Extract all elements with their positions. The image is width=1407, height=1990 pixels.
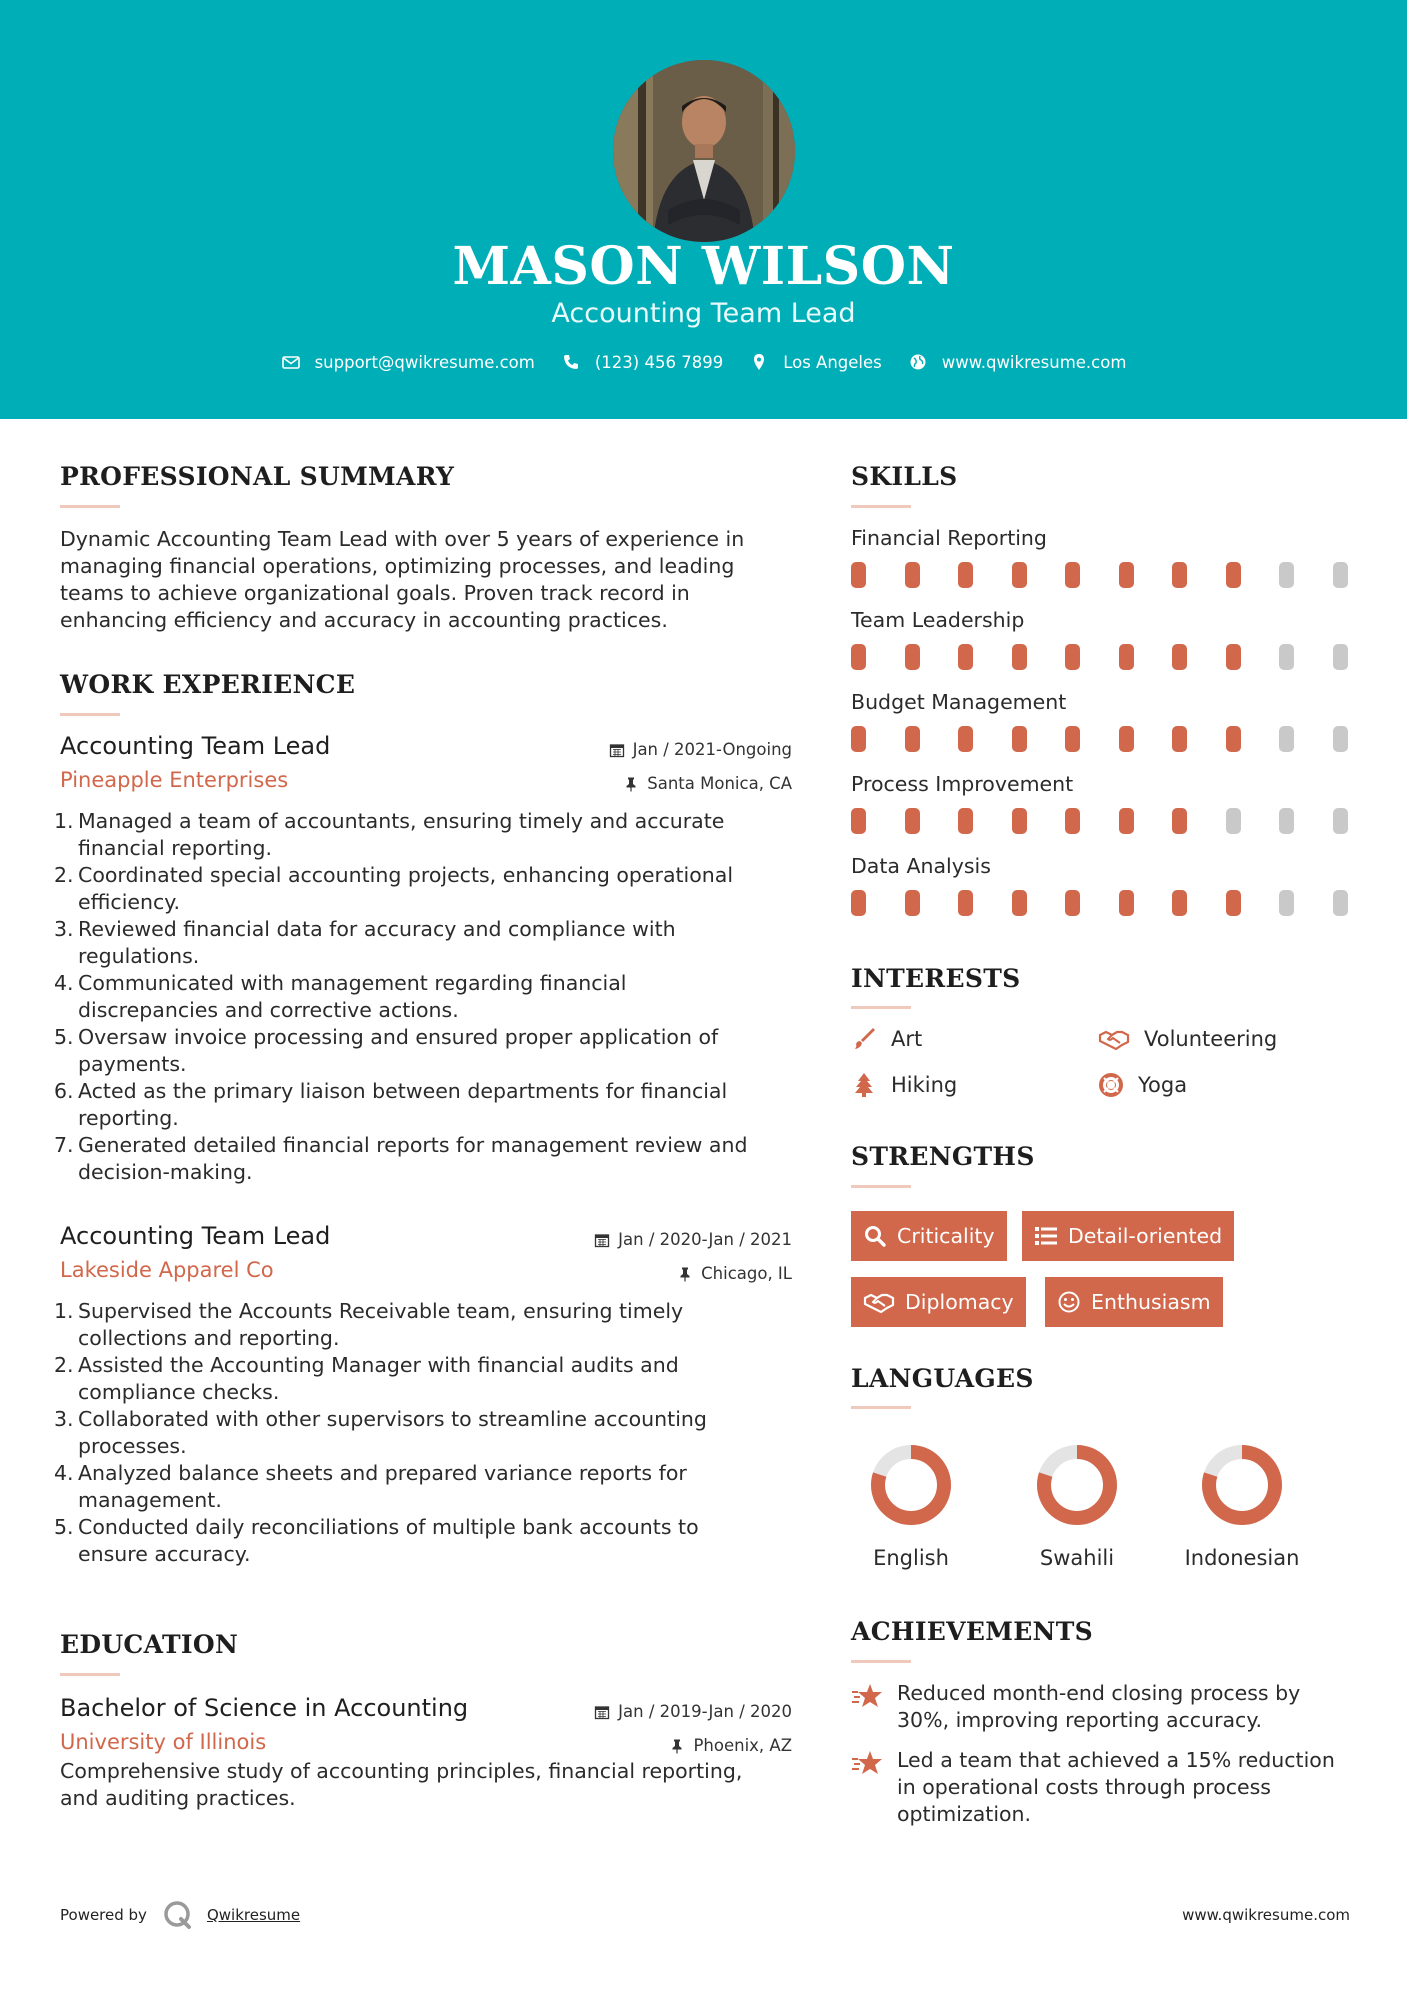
list-number: 4. (54, 1461, 74, 1485)
language-name: Swahili (1039, 1546, 1115, 1570)
lifering-icon (1098, 1072, 1124, 1098)
pushpin-icon (623, 776, 639, 792)
list-line: Communicated with management regarding financial (78, 971, 627, 995)
job-location-text: Chicago, IL (701, 1264, 792, 1283)
list-line: decision-making. (78, 1160, 253, 1184)
list-number: 5. (54, 1515, 74, 1539)
section-underline (60, 713, 120, 716)
job-title: Accounting Team Lead (60, 732, 331, 760)
list-line: Supervised the Accounts Receivable team, ensuring timely (78, 1299, 684, 1323)
list-line: Managed a team of accountants, ensuring timely and accurate (78, 809, 725, 833)
company-name: Lakeside Apparel Co (60, 1258, 274, 1282)
strength-label: Detail-oriented (1068, 1224, 1223, 1248)
skill-name: Data Analysis (851, 854, 991, 878)
education-date-text: Jan / 2019-Jan / 2020 (618, 1702, 792, 1721)
school-name: University of Illinois (60, 1730, 267, 1754)
calendar-icon (609, 742, 625, 758)
avatar-photo (613, 60, 795, 242)
section-underline (851, 505, 911, 508)
section-underline (851, 1006, 911, 1009)
powered-by-text: Powered by (60, 1906, 147, 1924)
list-number: 3. (54, 917, 74, 941)
skill-dot-filled (851, 644, 866, 670)
list-number: 7. (54, 1133, 74, 1157)
list-item (54, 808, 792, 862)
skill-dot-filled (1012, 726, 1027, 752)
education-line: and auditing practices. (60, 1786, 296, 1810)
contact-bar (0, 352, 1407, 372)
list-line: Reviewed financial data for accuracy and compliance with (78, 917, 676, 941)
language-item (831, 1443, 991, 1570)
list-item (54, 1514, 792, 1568)
skill-dot-filled (905, 726, 920, 752)
tree-icon (851, 1072, 877, 1098)
phone-icon (561, 352, 581, 372)
skill-name: Process Improvement (851, 772, 1074, 796)
skill-item (851, 854, 1351, 916)
skill-dot-empty (1333, 808, 1348, 834)
star-icon (851, 1682, 883, 1710)
achievement-text (897, 1747, 1335, 1828)
job-date-text: Jan / 2020-Jan / 2021 (618, 1230, 792, 1249)
skill-dot-filled (1226, 562, 1241, 588)
candidate-title: Accounting Team Lead (551, 298, 856, 329)
achievement-line: Led a team that achieved a 15% reduction (897, 1748, 1335, 1772)
interest-item (851, 1026, 922, 1052)
language-item (1162, 1443, 1322, 1570)
skill-dot-filled (1226, 644, 1241, 670)
education-date (594, 1702, 792, 1721)
skill-dot-filled (1226, 890, 1241, 916)
skill-dot-empty (1226, 808, 1241, 834)
handshake-icon (1098, 1026, 1130, 1052)
education-entry (60, 1694, 792, 1812)
achievement-line: 30%, improving reporting accuracy. (897, 1708, 1263, 1732)
education-description (60, 1758, 792, 1812)
strength-label: Diplomacy (905, 1290, 1014, 1314)
list-item (54, 1406, 792, 1460)
skill-dot-empty (1333, 562, 1348, 588)
skill-dot-filled (851, 726, 866, 752)
job-date (609, 740, 792, 759)
section-heading-strengths: STRENGTHS (851, 1142, 1035, 1171)
section-underline (60, 505, 120, 508)
pushpin-icon (669, 1738, 685, 1754)
skill-rating (851, 808, 1351, 834)
paintbrush-icon (851, 1026, 877, 1052)
strength-tag (1022, 1211, 1234, 1261)
calendar-icon (594, 1232, 610, 1248)
language-ring (1200, 1443, 1284, 1527)
list-number: 2. (54, 1353, 74, 1377)
list-number: 4. (54, 971, 74, 995)
language-item (997, 1443, 1157, 1570)
skill-dot-filled (905, 644, 920, 670)
list-line: compliance checks. (78, 1380, 280, 1404)
skill-dot-filled (1172, 808, 1187, 834)
skill-rating (851, 562, 1351, 588)
globe-icon (908, 352, 928, 372)
interest-label: Hiking (891, 1073, 958, 1097)
interest-label: Art (891, 1027, 923, 1051)
section-underline (851, 1660, 911, 1663)
job-location (677, 1264, 792, 1283)
education-line: Comprehensive study of accounting principles, financial reporting, (60, 1759, 743, 1783)
strength-tag (851, 1277, 1026, 1327)
skill-name: Team Leadership (851, 608, 1025, 632)
skill-dot-filled (905, 808, 920, 834)
skill-rating (851, 726, 1351, 752)
list-item (54, 1298, 792, 1352)
skill-dot-filled (958, 890, 973, 916)
list-item (54, 1024, 792, 1078)
skill-name: Budget Management (851, 690, 1067, 714)
degree-title: Bachelor of Science in Accounting (60, 1694, 469, 1722)
list-item (54, 970, 792, 1024)
map-marker-icon (749, 352, 769, 372)
list-number: 6. (54, 1079, 74, 1103)
qwikresume-logo-icon (161, 1898, 195, 1932)
list-line: Acted as the primary liaison between departments for financial (78, 1079, 728, 1103)
search-icon (863, 1224, 887, 1248)
section-heading-summary: PROFESSIONAL SUMMARY (60, 462, 455, 491)
list-item (54, 862, 792, 916)
skill-dot-filled (1065, 726, 1080, 752)
language-ring (1035, 1443, 1119, 1527)
skill-item (851, 690, 1351, 752)
achievement-item (851, 1680, 1351, 1734)
skill-dot-empty (1279, 890, 1294, 916)
list-line: Oversaw invoice processing and ensured proper application of (78, 1025, 719, 1049)
achievement-line: optimization. (897, 1802, 1032, 1826)
skill-dot-filled (1012, 562, 1027, 588)
list-line: ensure accuracy. (78, 1542, 251, 1566)
job-bullets (54, 808, 792, 1186)
education-location (669, 1736, 792, 1755)
list-line: efficiency. (78, 890, 180, 914)
achievement-line: Reduced month-end closing process by (897, 1681, 1301, 1705)
skill-name: Financial Reporting (851, 526, 1047, 550)
skill-dot-filled (1119, 562, 1134, 588)
skill-dot-empty (1333, 890, 1348, 916)
list-line: discrepancies and corrective actions. (78, 998, 459, 1022)
skill-item (851, 526, 1351, 588)
skill-dot-empty (1279, 562, 1294, 588)
contact-location (749, 352, 882, 372)
summary-line: teams to achieve organizational goals. Proven track record in (60, 581, 690, 605)
list-item (54, 1132, 792, 1186)
achievement-text (897, 1680, 1300, 1734)
list-icon (1034, 1224, 1058, 1248)
list-line: processes. (78, 1434, 187, 1458)
education-location-text: Phoenix, AZ (693, 1736, 792, 1755)
skill-dot-filled (851, 562, 866, 588)
list-number: 3. (54, 1407, 74, 1431)
smile-icon (1057, 1290, 1081, 1314)
skill-dot-filled (1172, 890, 1187, 916)
achievement-item (851, 1747, 1351, 1828)
list-number: 5. (54, 1025, 74, 1049)
job-entry (54, 1222, 792, 1568)
job-location (623, 774, 792, 793)
list-line: Analyzed balance sheets and prepared variance reports for (78, 1461, 687, 1485)
skill-dot-filled (1012, 890, 1027, 916)
pushpin-icon (677, 1266, 693, 1282)
section-heading-experience: WORK EXPERIENCE (60, 670, 356, 699)
list-item (54, 1078, 792, 1132)
job-date-text: Jan / 2021-Ongoing (632, 740, 792, 759)
summary-text (60, 526, 780, 634)
company-name: Pineapple Enterprises (60, 768, 289, 792)
section-heading-education: EDUCATION (60, 1630, 239, 1659)
list-line: payments. (78, 1052, 187, 1076)
achievement-line: in operational costs through process (897, 1775, 1271, 1799)
skill-dot-filled (958, 644, 973, 670)
avatar (613, 60, 795, 242)
skill-dot-filled (1065, 644, 1080, 670)
skill-dot-empty (1279, 726, 1294, 752)
skill-dot-filled (1119, 726, 1134, 752)
strength-tag (1045, 1277, 1223, 1327)
summary-line: enhancing efficiency and accuracy in accounting practices. (60, 608, 668, 632)
list-line: Conducted daily reconciliations of multiple bank accounts to (78, 1515, 699, 1539)
skill-rating (851, 890, 1351, 916)
skill-dot-empty (1279, 808, 1294, 834)
skill-dot-filled (1172, 644, 1187, 670)
list-item (54, 916, 792, 970)
strength-label: Criticality (897, 1224, 995, 1248)
candidate-name: MASON WILSON (452, 236, 955, 297)
summary-line: Dynamic Accounting Team Lead with over 5 years of experience in (60, 527, 745, 551)
list-line: Assisted the Accounting Manager with financial audits and (78, 1353, 679, 1377)
list-line: reporting. (78, 1106, 179, 1130)
qwikresume-link[interactable]: Qwikresume (206, 1906, 301, 1924)
job-location-text: Santa Monica, CA (647, 774, 792, 793)
section-heading-skills: SKILLS (851, 462, 958, 491)
contact-phone-text: (123) 456 7899 (594, 352, 724, 372)
skill-dot-filled (1065, 562, 1080, 588)
skill-dot-filled (1119, 890, 1134, 916)
section-underline (851, 1406, 911, 1409)
language-ring (869, 1443, 953, 1527)
language-name: English (873, 1546, 949, 1570)
skill-dot-filled (905, 562, 920, 588)
skill-dot-filled (1065, 890, 1080, 916)
list-line: Collaborated with other supervisors to streamline accounting (78, 1407, 707, 1431)
list-line: financial reporting. (78, 836, 273, 860)
skill-dot-empty (1333, 644, 1348, 670)
contact-email[interactable] (281, 352, 535, 372)
skill-dot-filled (1172, 726, 1187, 752)
skill-dot-filled (851, 808, 866, 834)
job-bullets (54, 1298, 792, 1568)
list-line: Coordinated special accounting projects, enhancing operational (78, 863, 734, 887)
list-line: regulations. (78, 944, 200, 968)
skill-dot-empty (1279, 644, 1294, 670)
job-entry (54, 732, 792, 1186)
section-heading-interests: INTERESTS (851, 964, 1021, 993)
skill-item (851, 772, 1351, 834)
interest-label: Yoga (1138, 1073, 1188, 1097)
star-icon (851, 1749, 883, 1777)
language-name: Indonesian (1184, 1546, 1300, 1570)
skill-dot-filled (958, 808, 973, 834)
header-banner (0, 0, 1407, 419)
skill-dot-empty (1333, 726, 1348, 752)
contact-website[interactable] (908, 352, 1127, 372)
list-line: Generated detailed financial reports for management review and (78, 1133, 748, 1157)
skill-dot-filled (905, 890, 920, 916)
section-heading-achievements: ACHIEVEMENTS (851, 1617, 1093, 1646)
footer-branding (60, 1898, 300, 1932)
summary-line: managing financial operations, optimizing processes, and leading (60, 554, 735, 578)
job-title: Accounting Team Lead (60, 1222, 331, 1250)
list-number: 2. (54, 863, 74, 887)
contact-website-text: www.qwikresume.com (941, 352, 1127, 372)
list-item (54, 1460, 792, 1514)
skill-item (851, 608, 1351, 670)
skill-dot-filled (1226, 726, 1241, 752)
skill-dot-filled (1012, 808, 1027, 834)
interest-item (1098, 1072, 1187, 1098)
contact-phone[interactable] (561, 352, 723, 372)
job-date (594, 1230, 792, 1249)
interest-label: Volunteering (1144, 1027, 1278, 1051)
calendar-icon (594, 1704, 610, 1720)
skill-dot-filled (958, 726, 973, 752)
strength-tag (851, 1211, 1007, 1261)
contact-email-text: support@qwikresume.com (314, 352, 535, 372)
skill-dot-filled (1012, 644, 1027, 670)
skill-dot-filled (1119, 808, 1134, 834)
section-underline (60, 1673, 120, 1676)
skill-dot-filled (851, 890, 866, 916)
contact-location-text: Los Angeles (783, 352, 882, 372)
skill-dot-filled (1065, 808, 1080, 834)
footer-website[interactable]: www.qwikresume.com (1182, 1906, 1350, 1924)
skill-rating (851, 644, 1351, 670)
skill-dot-filled (1119, 644, 1134, 670)
list-line: collections and reporting. (78, 1326, 340, 1350)
list-line: management. (78, 1488, 222, 1512)
handshake-icon (863, 1290, 895, 1314)
list-number: 1. (54, 1299, 74, 1323)
interest-item (851, 1072, 957, 1098)
envelope-icon (281, 352, 301, 372)
strength-label: Enthusiasm (1091, 1290, 1211, 1314)
list-number: 1. (54, 809, 74, 833)
section-underline (851, 1185, 911, 1188)
skill-dot-filled (958, 562, 973, 588)
skill-dot-filled (1172, 562, 1187, 588)
list-item (54, 1352, 792, 1406)
interest-item (1098, 1026, 1277, 1052)
section-heading-languages: LANGUAGES (851, 1364, 1034, 1393)
